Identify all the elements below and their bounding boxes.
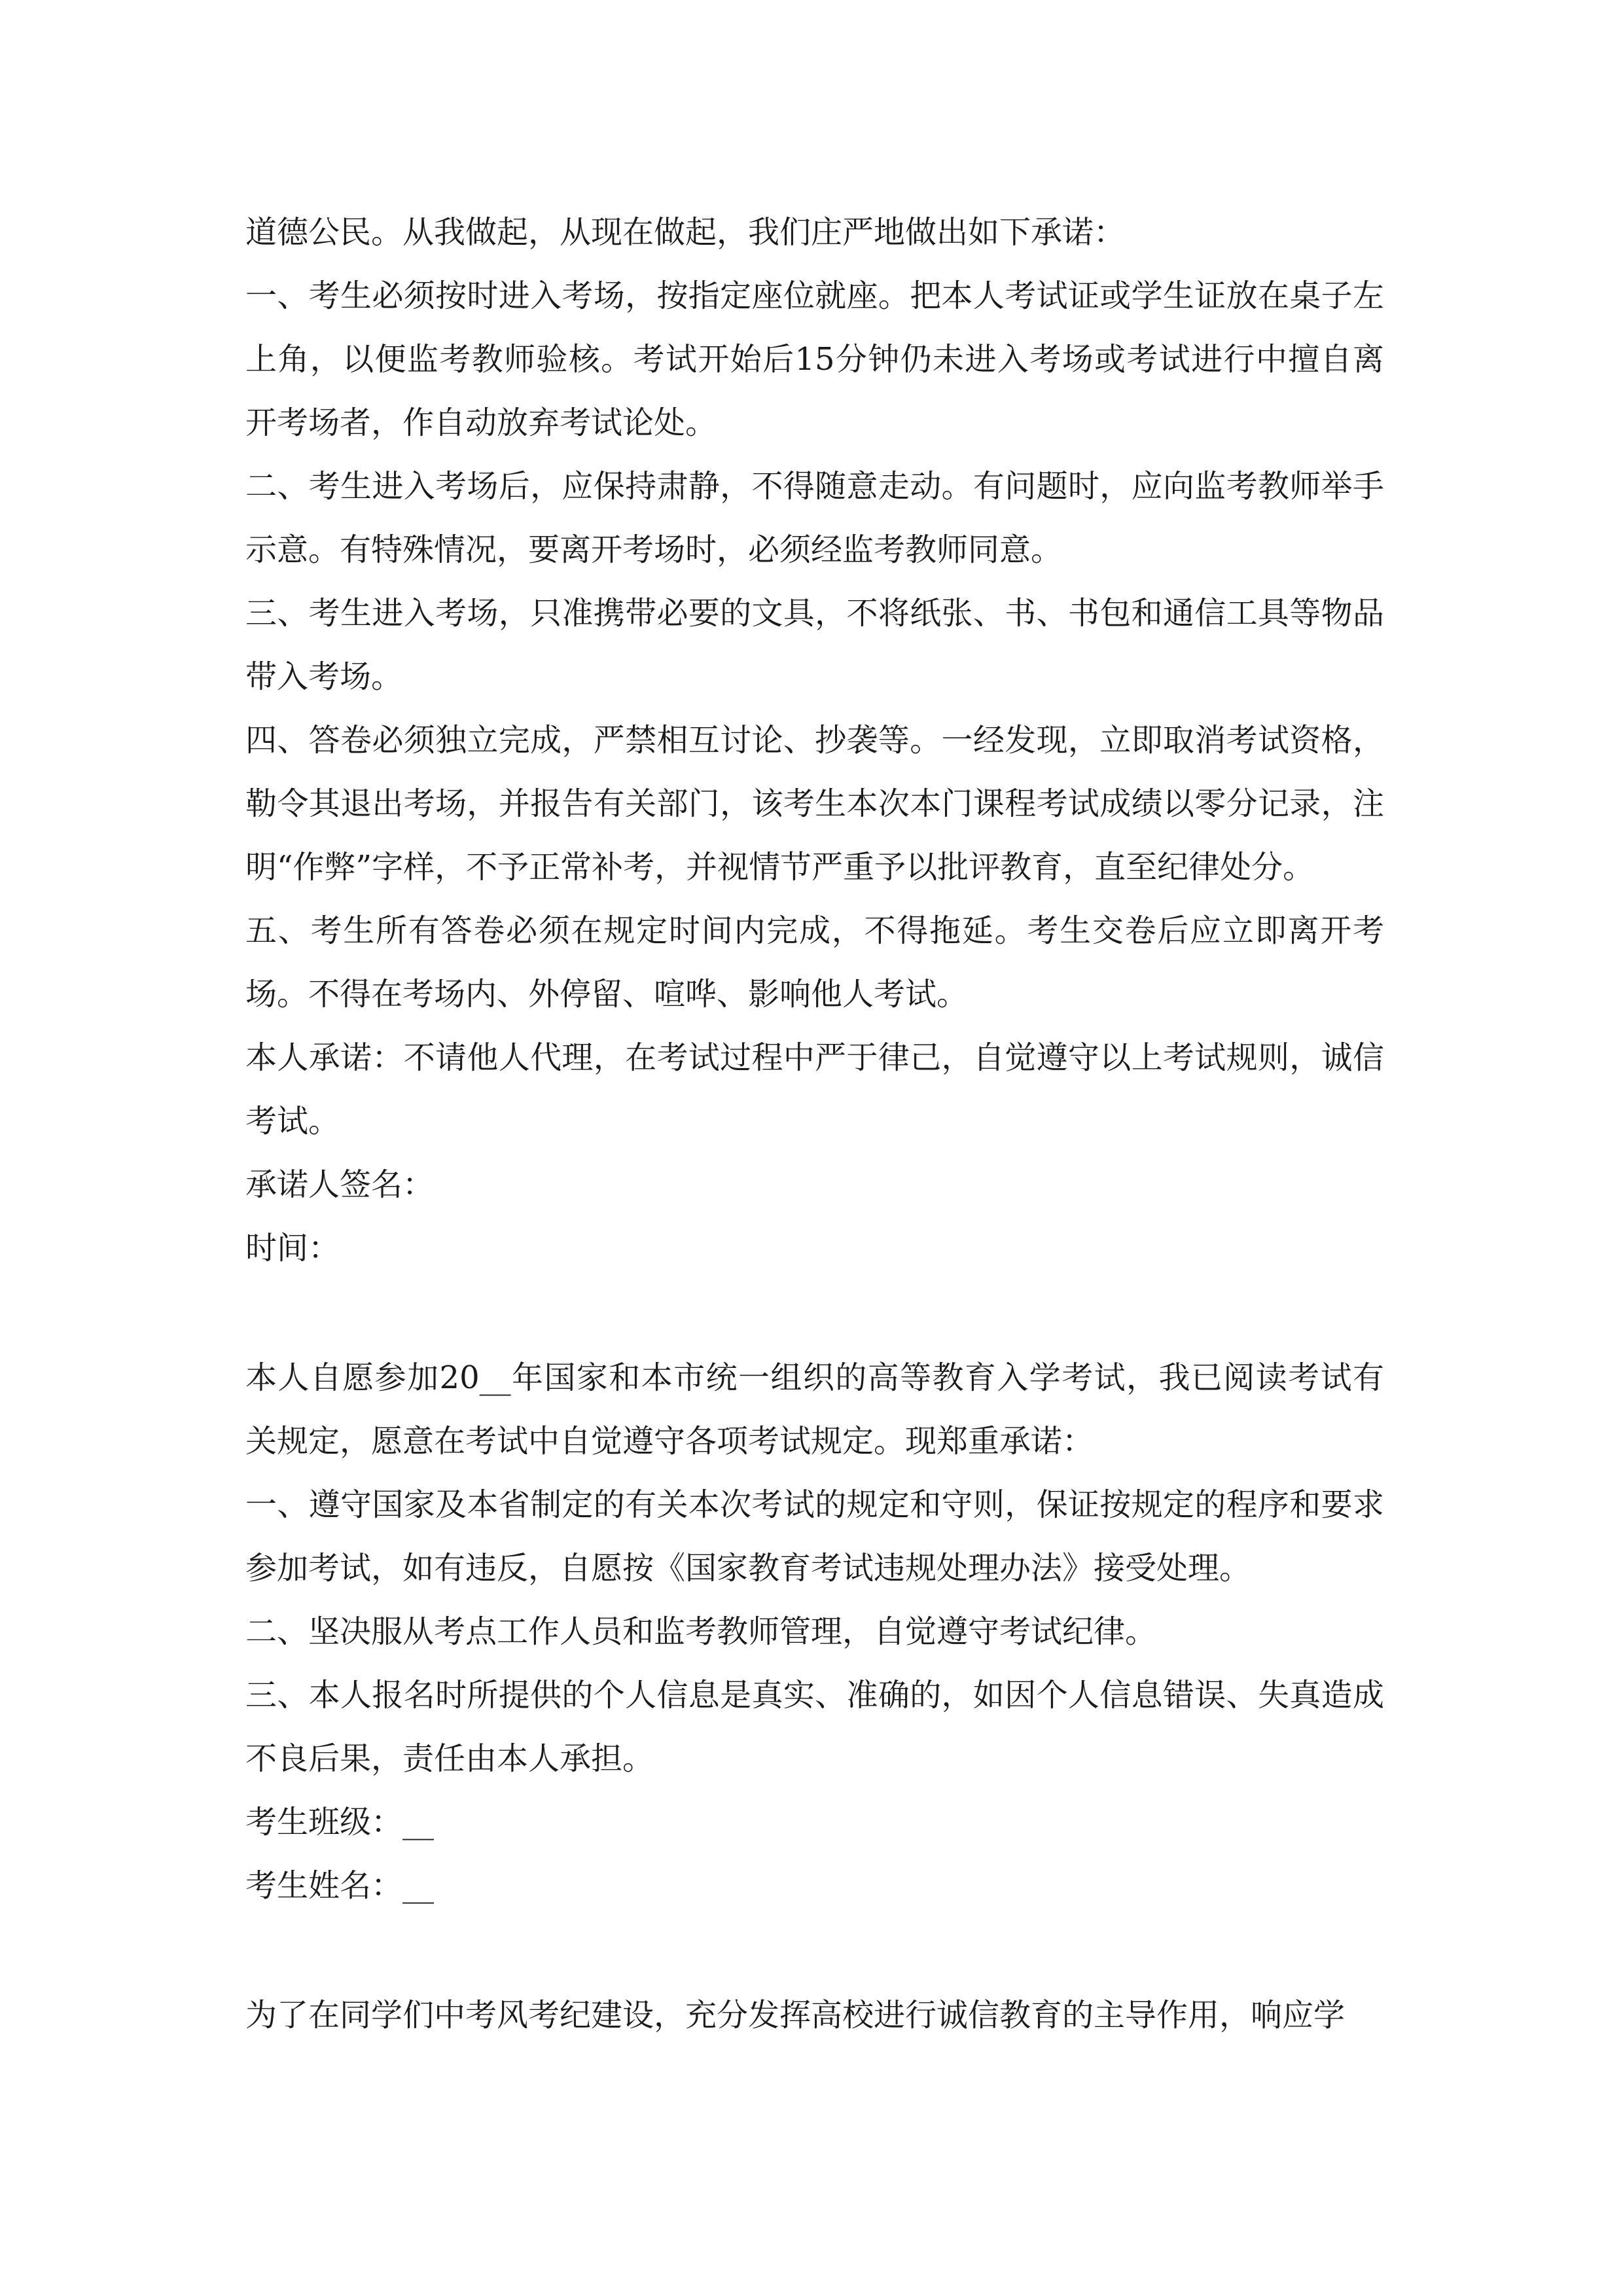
- section1-rule-5: 五、考生所有答卷必须在规定时间内完成，不得拖延。考生交卷后应立即离开考场。不得在考场内、外停留、喧哗、影响他人考试。: [245, 912, 1384, 1013]
- section1-rule-4: 四、答卷必须独立完成，严禁相互讨论、抄袭等。一经发现，立即取消考试资格，勒令其退出考场，并报告有关部门，该考生本次本门课程考试成绩以零分记录，注明“作弊”字样，不予正常补考，并视情节严重予以批评教育，直至纪律处分。: [245, 722, 1384, 886]
- section2-rule-2: 二、坚决服从考点工作人员和监考教师管理，自觉遵守考试纪律。: [245, 1613, 1157, 1650]
- class-label: 考生班级：__: [245, 1804, 435, 1840]
- section1-rule-2: 二、考生进入考场后，应保持肃静，不得随意走动。有问题时，应向监考教师举手示意。有特殊情况，要离开考场时，必须经监考教师同意。: [245, 468, 1384, 568]
- signature-label: 承诺人签名：: [245, 1166, 435, 1203]
- section2-rule-1: 一、遵守国家及本省制定的有关本次考试的规定和守则，保证按规定的程序和要求参加考试，如有违反，自愿按《国家教育考试违规处理办法》接受处理。: [245, 1486, 1384, 1587]
- section1-rule-3: 三、考生进入考场，只准携带必要的文具，不将纸张、书、书包和通信工具等物品带入考场。: [245, 595, 1384, 695]
- section-spacer: [245, 1918, 1384, 1984]
- section1-intro: 道德公民。从我做起，从现在做起，我们庄严地做出如下承诺：: [245, 214, 1126, 251]
- pledge-section-2: [245, 1346, 1384, 1918]
- section2-rule-3: 三、本人报名时所提供的个人信息是真实、准确的，如因个人信息错误、失真造成不良后果，责任由本人承担。: [245, 1677, 1384, 1777]
- section2-intro: 本人自愿参加20__年国家和本市统一组织的高等教育入学考试，我已阅读考试有关规定，愿意在考试中自觉遵守各项考试规定。现郑重承诺：: [245, 1359, 1384, 1460]
- section1-pledge: 本人承诺：不请他人代理，在考试过程中严于律己，自觉遵守以上考试规则，诚信考试。: [245, 1039, 1384, 1139]
- section-spacer: [245, 1280, 1384, 1346]
- name-label: 考生姓名：__: [245, 1867, 435, 1904]
- document-body: [245, 201, 1384, 2047]
- section1-rule-1: 一、考生必须按时进入考场，按指定座位就座。把本人考试证或学生证放在桌子左上角，以便监考教师验核。考试开始后15分钟仍未进入考场或考试进行中擅自离开考场者，作自动放弃考试论处。: [245, 278, 1384, 441]
- time-label: 时间：: [245, 1230, 340, 1266]
- section3-intro: 为了在同学们中考风考纪建设，充分发挥高校进行诚信教育的主导作用，响应学: [245, 1997, 1346, 2034]
- pledge-section-1: [245, 201, 1384, 1280]
- pledge-section-3: [245, 1984, 1384, 2047]
